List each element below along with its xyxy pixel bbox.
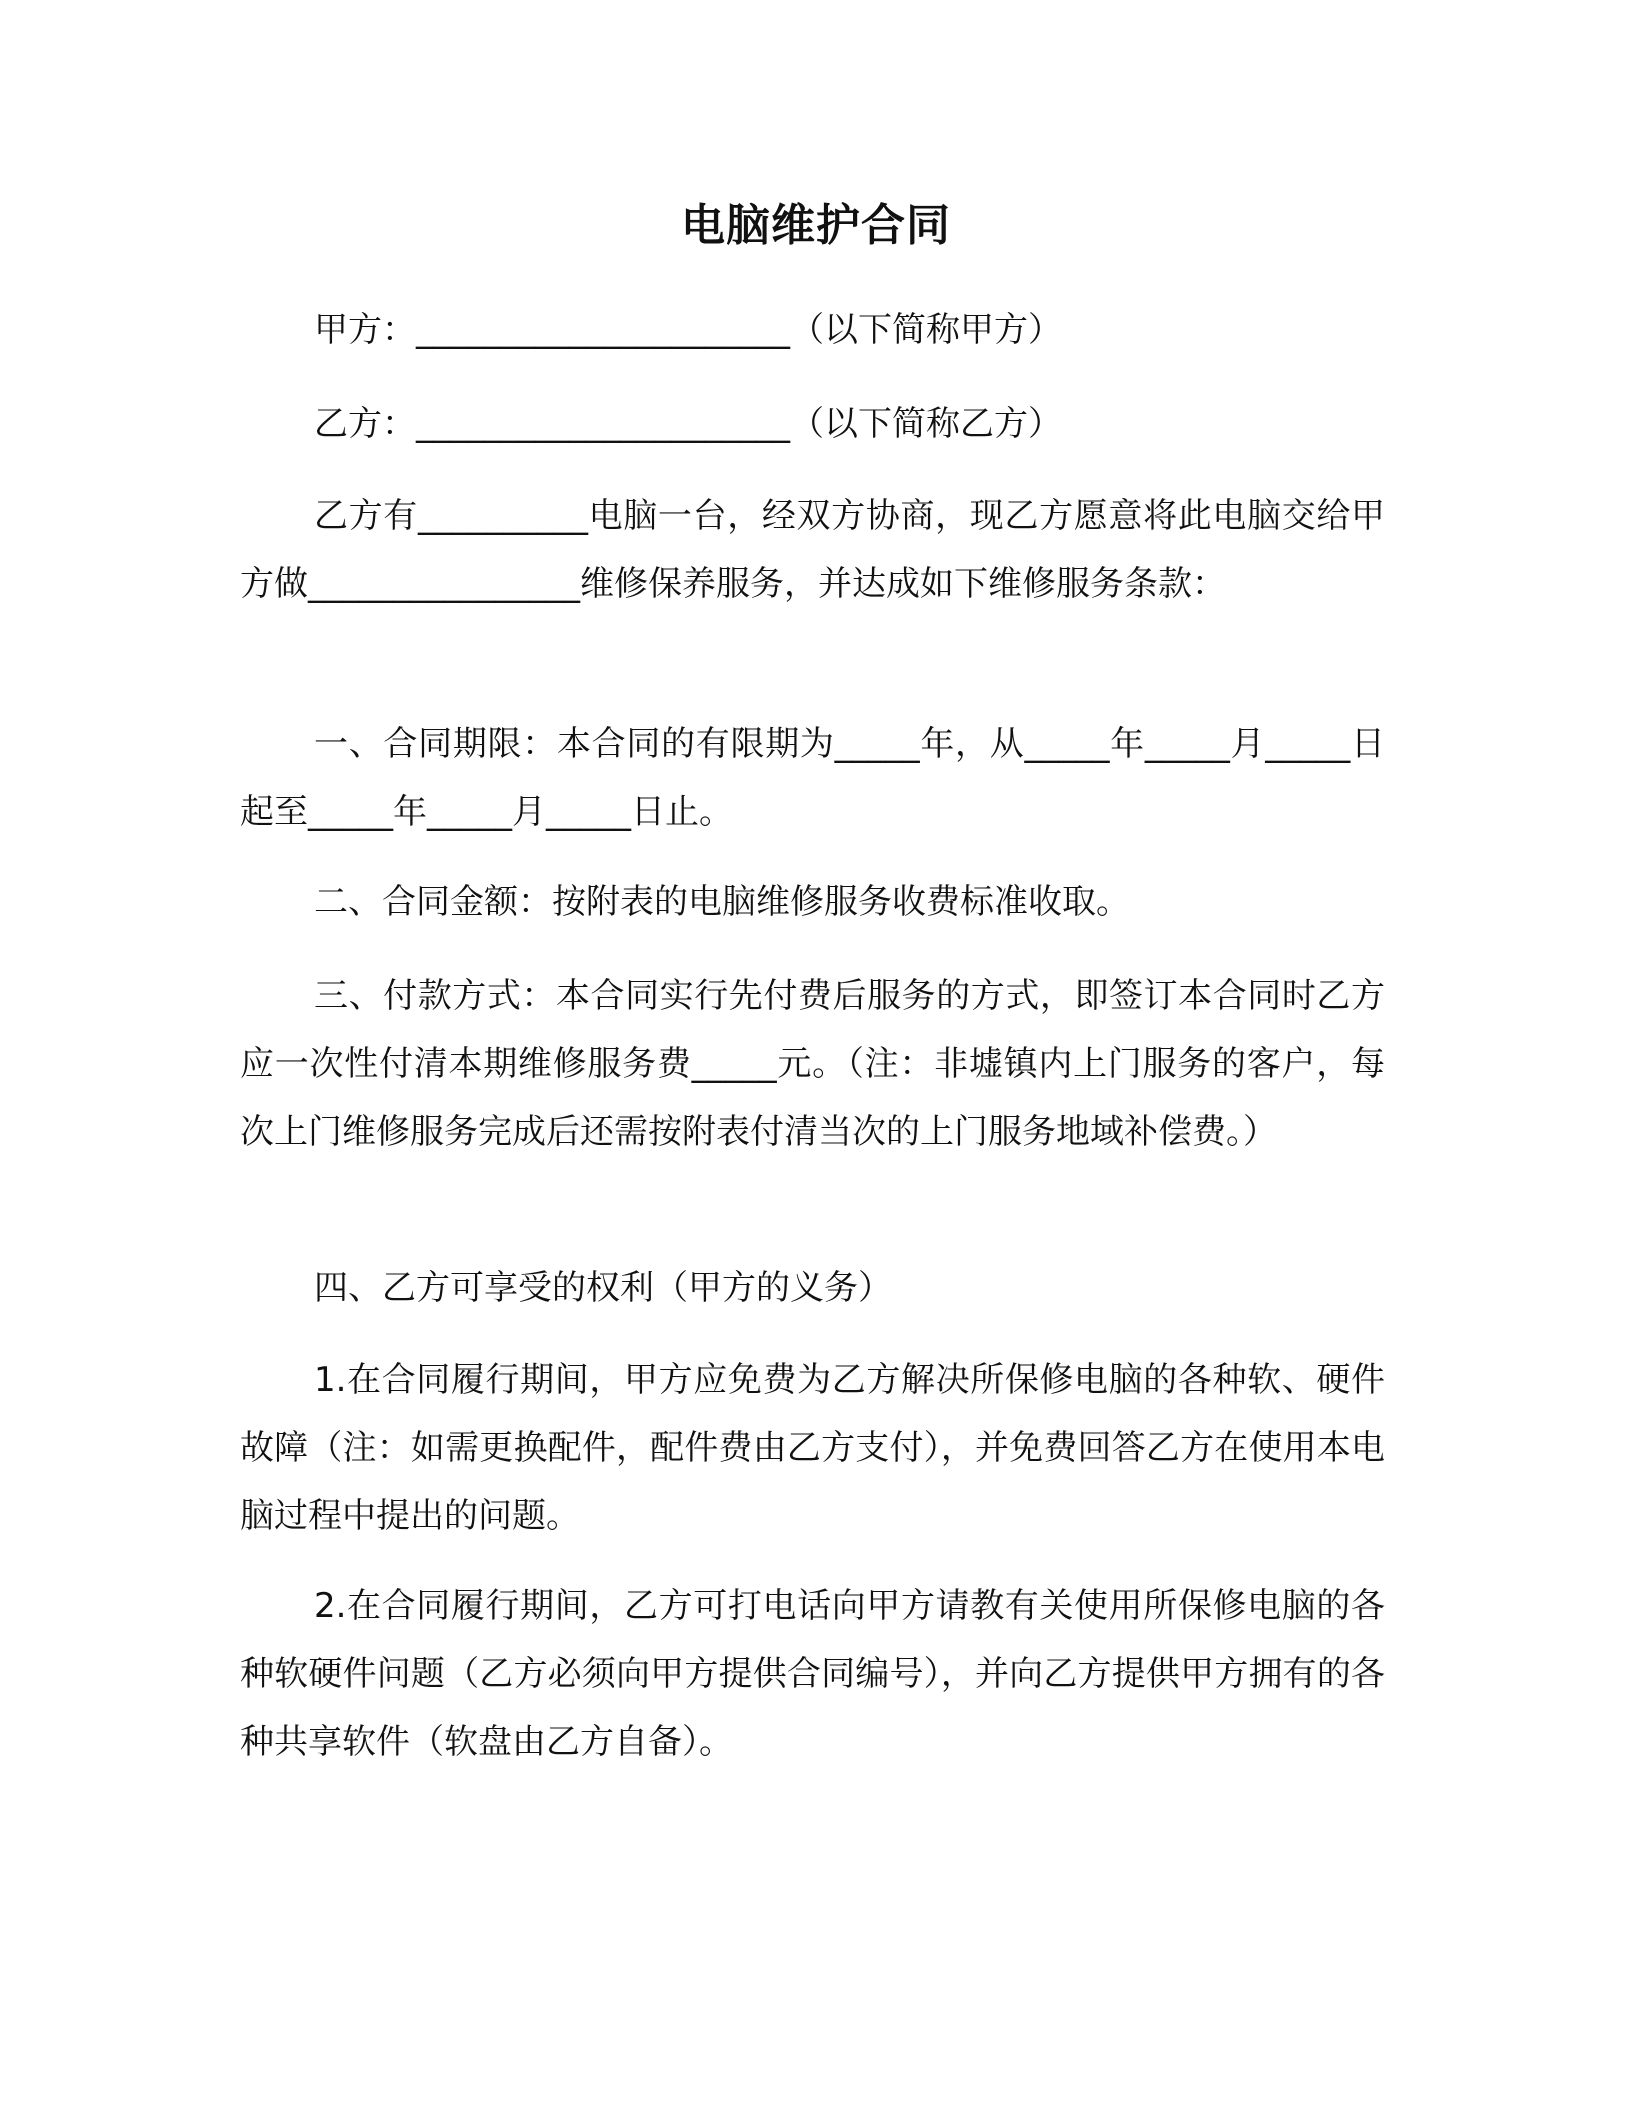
- party-a-note: （以下简称甲方）: [790, 310, 1062, 350]
- party-b-note: （以下简称乙方）: [790, 404, 1062, 444]
- rights-item-1: 1.在合同履行期间，甲方应免费为乙方解决所保修电脑的各种软、硬件故障（注：如需更换配件，配件费由乙方支付），并免费回答乙方在使用本电脑过程中提出的问题。: [240, 1360, 1385, 1536]
- party-a-label: 甲方：: [314, 310, 416, 350]
- party-a-blank: ______________________: [416, 310, 790, 350]
- clause-term: 一、合同期限：本合同的有限期为_____年，从_____年_____月_____日起至_____年_____月_____日止。: [240, 724, 1385, 832]
- rights-item-2: 2.在合同履行期间，乙方可打电话向甲方请教有关使用所保修电脑的各种软硬件问题（乙方必须向甲方提供合同编号），并向乙方提供甲方拥有的各种共享软件（软盘由乙方自备）。: [240, 1586, 1385, 1762]
- party-a-line: [240, 296, 1385, 364]
- document-title: 电脑维护合同: [681, 200, 951, 251]
- intro-paragraph: 乙方有__________电脑一台，经双方协商，现乙方愿意将此电脑交给甲方做________________维修保养服务，并达成如下维修服务条款：: [240, 496, 1385, 604]
- clause-rights-heading: 四、乙方可享受的权利（甲方的义务）: [314, 1268, 892, 1308]
- party-b-line: [240, 390, 1385, 458]
- party-b-blank: ______________________: [416, 404, 790, 444]
- clause-amount: 二、合同金额：按附表的电脑维修服务收费标准收取。: [314, 882, 1130, 922]
- party-b-label: 乙方：: [314, 404, 416, 444]
- clause-payment: 三、付款方式：本合同实行先付费后服务的方式，即签订本合同时乙方应一次性付清本期维修服务费_____元。（注：非墟镇内上门服务的客户，每次上门维修服务完成后还需按附表付清当次的上门服务地域补偿费。）: [240, 976, 1385, 1152]
